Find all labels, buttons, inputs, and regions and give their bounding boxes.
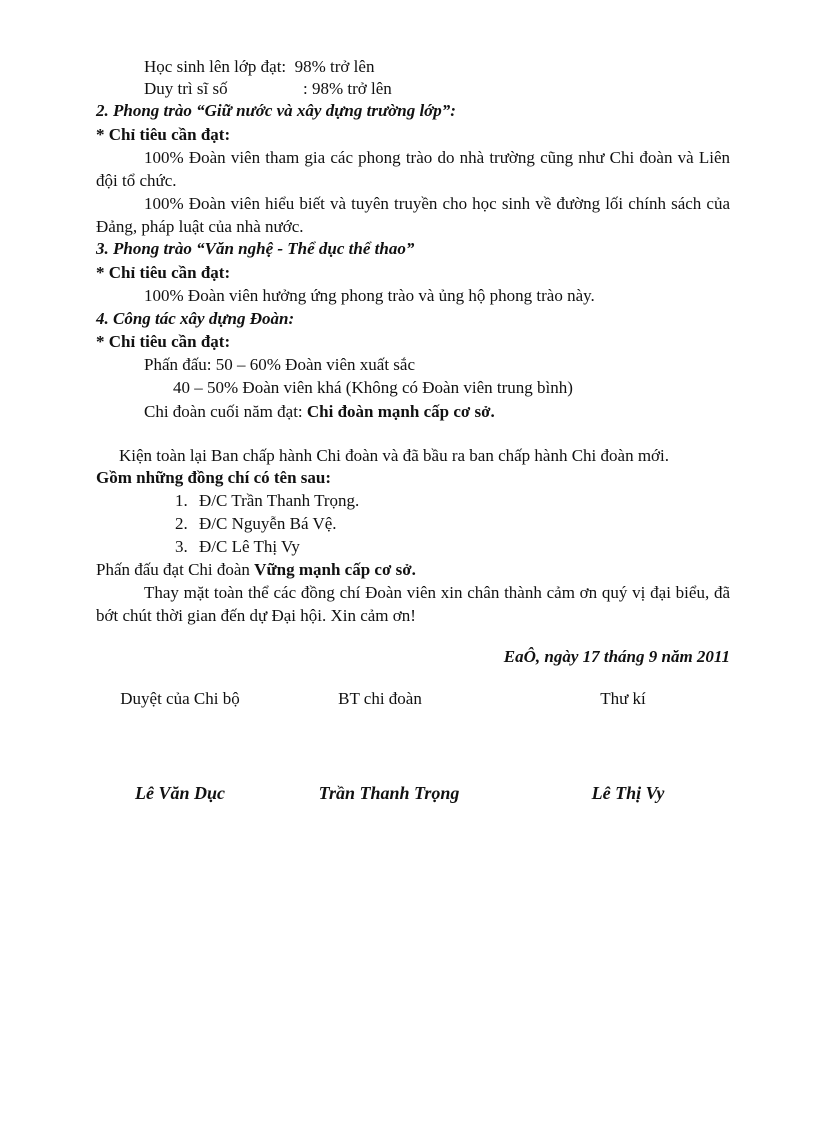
signature-title-secretary: BT chi đoàn [338, 689, 422, 708]
target-retention-value: : 98% trở lên [303, 79, 392, 98]
target-promotion-label: Học sinh lên lớp đạt: [144, 57, 287, 76]
signature-name-secretary: Trần Thanh Trọng [318, 783, 460, 803]
signature-title-clerk: Thư kí [600, 689, 646, 708]
section4-line3-bold: Chi đoàn mạnh cấp cơ sở. [306, 402, 495, 421]
member-number: 3. [175, 537, 188, 556]
section3-subheading: * Chỉ tiêu cần đạt: [96, 263, 231, 282]
section2-para1-text: 100% Đoàn viên tham gia các phong trào do nhà trường cũng như Chi đoàn và Liên đội tổ chức. [96, 148, 730, 190]
section2-heading: 2. Phong trào “Giữ nước và xây dựng trường lớp”: [96, 101, 456, 120]
target-retention-label: Duy trì sĩ số [144, 79, 228, 98]
member-number: 2. [175, 514, 188, 533]
target-promotion-value: 98% trở lên [294, 57, 375, 76]
section3-para1: 100% Đoàn viên hưởng ứng phong trào và ủng hộ phong trào này. [144, 286, 595, 305]
member-number: 1. [175, 491, 188, 510]
closing-paragraph [96, 582, 730, 627]
signature-name-party-cell: Lê Văn Dục [135, 783, 225, 803]
closing-text: Thay mặt toàn thể các đồng chí Đoàn viên xin chân thành cảm ơn quý vị đại biểu, đã bớt chút thời gian đến dự Đại hội. Xin cảm ơn! [96, 583, 730, 625]
section4-line2: 40 – 50% Đoàn viên khá (Không có Đoàn viên trung bình) [173, 378, 573, 397]
section3-heading: 3. Phong trào “Văn nghệ - Thể dục thể thao” [96, 239, 415, 258]
section4-line3-prefix: Chi đoàn cuối năm đạt: [144, 402, 303, 421]
section4-line3 [144, 401, 495, 423]
date-line: EaÔ, ngày 17 tháng 9 năm 2011 [503, 647, 730, 666]
committee-goal [96, 559, 416, 581]
committee-goal-prefix: Phấn đấu đạt Chi đoàn [96, 560, 250, 579]
section4-subheading: * Chỉ tiêu cần đạt: [96, 332, 231, 351]
section2-subheading: * Chỉ tiêu cần đạt: [96, 125, 231, 144]
committee-heading: Gồm những đồng chí có tên sau: [96, 468, 332, 487]
committee-member-2 [175, 513, 337, 535]
member-name: Đ/C Trần Thanh Trọng. [199, 491, 360, 510]
committee-member-3 [175, 536, 300, 558]
section2-para1 [96, 147, 730, 192]
section4-line1: Phấn đấu: 50 – 60% Đoàn viên xuất sắc [144, 355, 415, 374]
member-name: Đ/C Nguyễn Bá Vệ. [199, 514, 337, 533]
signature-name-clerk: Lê Thị Vy [591, 783, 665, 803]
member-name: Đ/C Lê Thị Vy [199, 537, 300, 556]
section4-heading: 4. Công tác xây dựng Đoàn: [96, 309, 295, 328]
committee-goal-bold: Vững mạnh cấp cơ sở. [254, 560, 416, 579]
section2-para2 [96, 193, 730, 238]
section2-para2-text: 100% Đoàn viên hiểu biết và tuyên truyền cho học sinh về đường lối chính sách của Đảng, pháp luật của nhà nước. [96, 194, 730, 236]
signature-title-party-cell: Duyệt của Chi bộ [120, 689, 240, 708]
committee-intro: Kiện toàn lại Ban chấp hành Chi đoàn và đã bầu ra ban chấp hành Chi đoàn mới. [119, 446, 670, 465]
target-retention [144, 78, 392, 100]
committee-member-1 [175, 490, 359, 512]
target-promotion [144, 56, 374, 78]
